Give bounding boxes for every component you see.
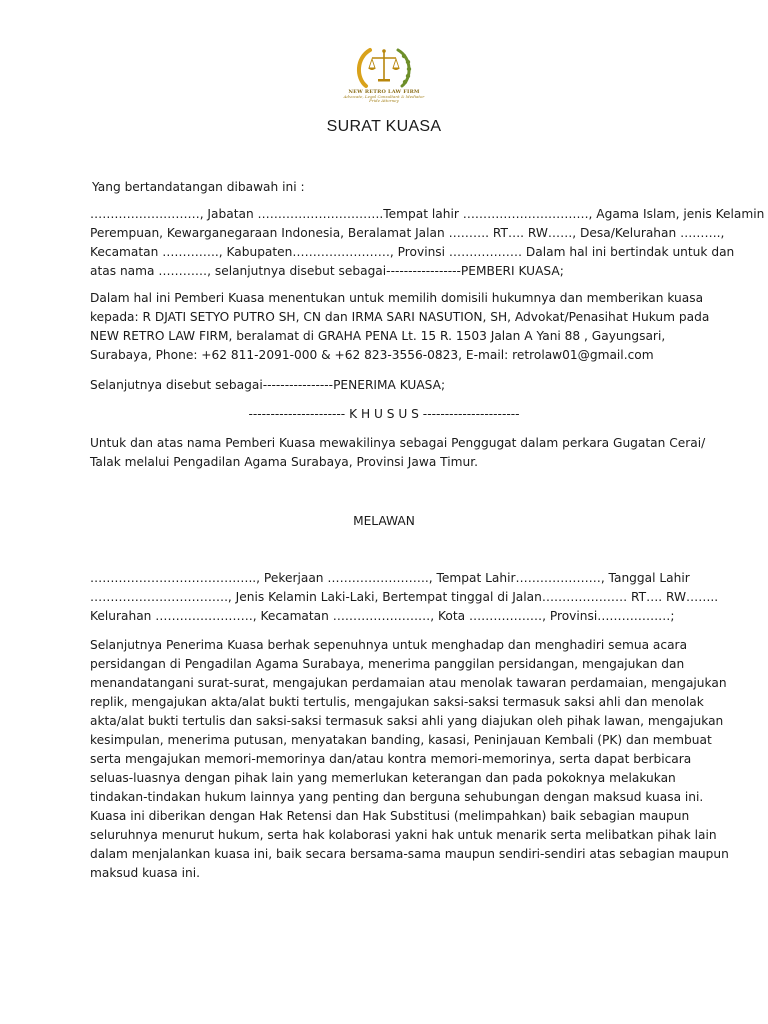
kewenangan-line: Kuasa ini diberikan dengan Hak Retensi dan Hak Substitusi (melimpahkan) baik sebagian maupun <box>90 809 690 823</box>
tergugat-line: Kelurahan ……………………, Kecamatan ……………………, Kota ………………, Provinsi………………; <box>90 609 675 623</box>
pemberi-line: Kecamatan ………….., Kabupaten……………………, Provinsi ……………… Dalam hal ini bertindak untuk dan <box>90 245 735 259</box>
document-title: SURAT KUASA <box>326 118 442 135</box>
pemberi-line: ………………………, Jabatan ………………………….Tempat lahir …………………………., Agama Islam, jenis Kelamin <box>90 207 765 221</box>
tergugat-paragraph <box>90 569 719 626</box>
kewenangan-line: tindakan-tindakan hukum lainnya yang penting dan berguna sehubungan dengan maksud kuasa ini. <box>90 790 704 804</box>
pemberi-line: Perempuan, Kewarganegaraan Indonesia, Beralamat Jalan ………. RT…. RW……, Desa/Kelurahan ………., <box>90 226 725 240</box>
perkara-paragraph <box>90 434 706 472</box>
pemberi-line: atas nama …………, selanjutnya disebut sebagai-----------------PEMBERI KUASA; <box>90 264 564 278</box>
pemberi-kuasa-paragraph <box>90 205 765 281</box>
perkara-line: Untuk dan atas nama Pemberi Kuasa mewakilinya sebagai Penggugat dalam perkara Gugatan Cerai/ <box>90 436 706 450</box>
penerima-kuasa-line: Selanjutnya disebut sebagai----------------PENERIMA KUASA; <box>90 378 446 392</box>
tergugat-line: ……………………………., Jenis Kelamin Laki-Laki, Bertempat tinggal di Jalan………………… RT…. RW…….. <box>90 590 719 604</box>
domisili-line: NEW RETRO LAW FIRM, beralamat di GRAHA PENA Lt. 15 R. 1503 Jalan A Yani 88 , Gayungsari, <box>90 329 666 343</box>
logo-tagline: Pride Attorney <box>369 98 399 104</box>
perkara-line: Talak melalui Pengadilan Agama Surabaya, Provinsi Jawa Timur. <box>90 455 478 469</box>
kewenangan-line: Selanjutnya Penerima Kuasa berhak sepenuhnya untuk menghadap dan menghadiri semua acara <box>90 638 688 652</box>
khusus-heading: ---------------------- K H U S U S ---------------------- <box>248 407 520 421</box>
kewenangan-line: akta/alat bukti tertulis dan saksi-saksi termasuk saksi ahli yang diajukan oleh pihak lawan, mengajukan <box>90 714 724 728</box>
kewenangan-line: dalam menjalankan kuasa ini, baik secara bersama-sama maupun sendiri-sendiri atas sebagian maupun <box>90 847 729 861</box>
logo-caption <box>340 90 428 104</box>
domisili-line: Dalam hal ini Pemberi Kuasa menentukan untuk memilih domisili hukumnya dan memberikan kuasa <box>90 291 704 305</box>
kewenangan-line: seluruhnya menurut hukum, serta hak kolaborasi yakni hak untuk menarik serta melibatkan pihak lain <box>90 828 717 842</box>
logo-firm-name: NEW RETRO LAW FIRM <box>348 89 420 95</box>
kewenangan-line: persidangan di Pengadilan Agama Surabaya, menerima panggilan persidangan, mengajukan dan <box>90 657 685 671</box>
domisili-paragraph <box>90 289 710 365</box>
kewenangan-line: serta mengajukan memori-memorinya dan/atau kontra memori-memorinya, serta dapat berbicara <box>90 752 692 766</box>
kewenangan-line: kesimpulan, menerima putusan, menyatakan banding, kasasi, Peninjauan Kembali (PK) dan membuat <box>90 733 712 747</box>
kewenangan-line: seluas-luasnya dengan pihak lain yang memerlukan keterangan dan pada pokoknya melakukan <box>90 771 676 785</box>
kewenangan-line: menandatangani surat-surat, mengajukan perdamaian atau menolak tawaran perdamaian, mengajukan <box>90 676 727 690</box>
domisili-line: kepada: R DJATI SETYO PUTRO SH, CN dan IRMA SARI NASUTION, SH, Advokat/Penasihat Hukum pada <box>90 310 710 324</box>
domisili-line: Surabaya, Phone: +62 811-2091-000 & +62 823-3556-0823, E-mail: retrolaw01@gmail.com <box>90 348 654 362</box>
intro-line: Yang bertandatangan dibawah ini : <box>92 180 305 194</box>
kewenangan-line: replik, mengajukan akta/alat bukti tertulis, mengajukan saksi-saksi termasuk saksi ahli dan menolak <box>90 695 704 709</box>
melawan-heading: MELAWAN <box>353 514 415 528</box>
kewenangan-line: maksud kuasa ini. <box>90 866 201 880</box>
kewenangan-paragraph <box>90 636 729 883</box>
logo-subtitle: Advocate, Legal Consultant & Mediator <box>343 94 425 100</box>
tergugat-line: ………………………………….., Pekerjaan ……………………., Tempat Lahir…………………, Tanggal Lahir <box>90 571 690 585</box>
